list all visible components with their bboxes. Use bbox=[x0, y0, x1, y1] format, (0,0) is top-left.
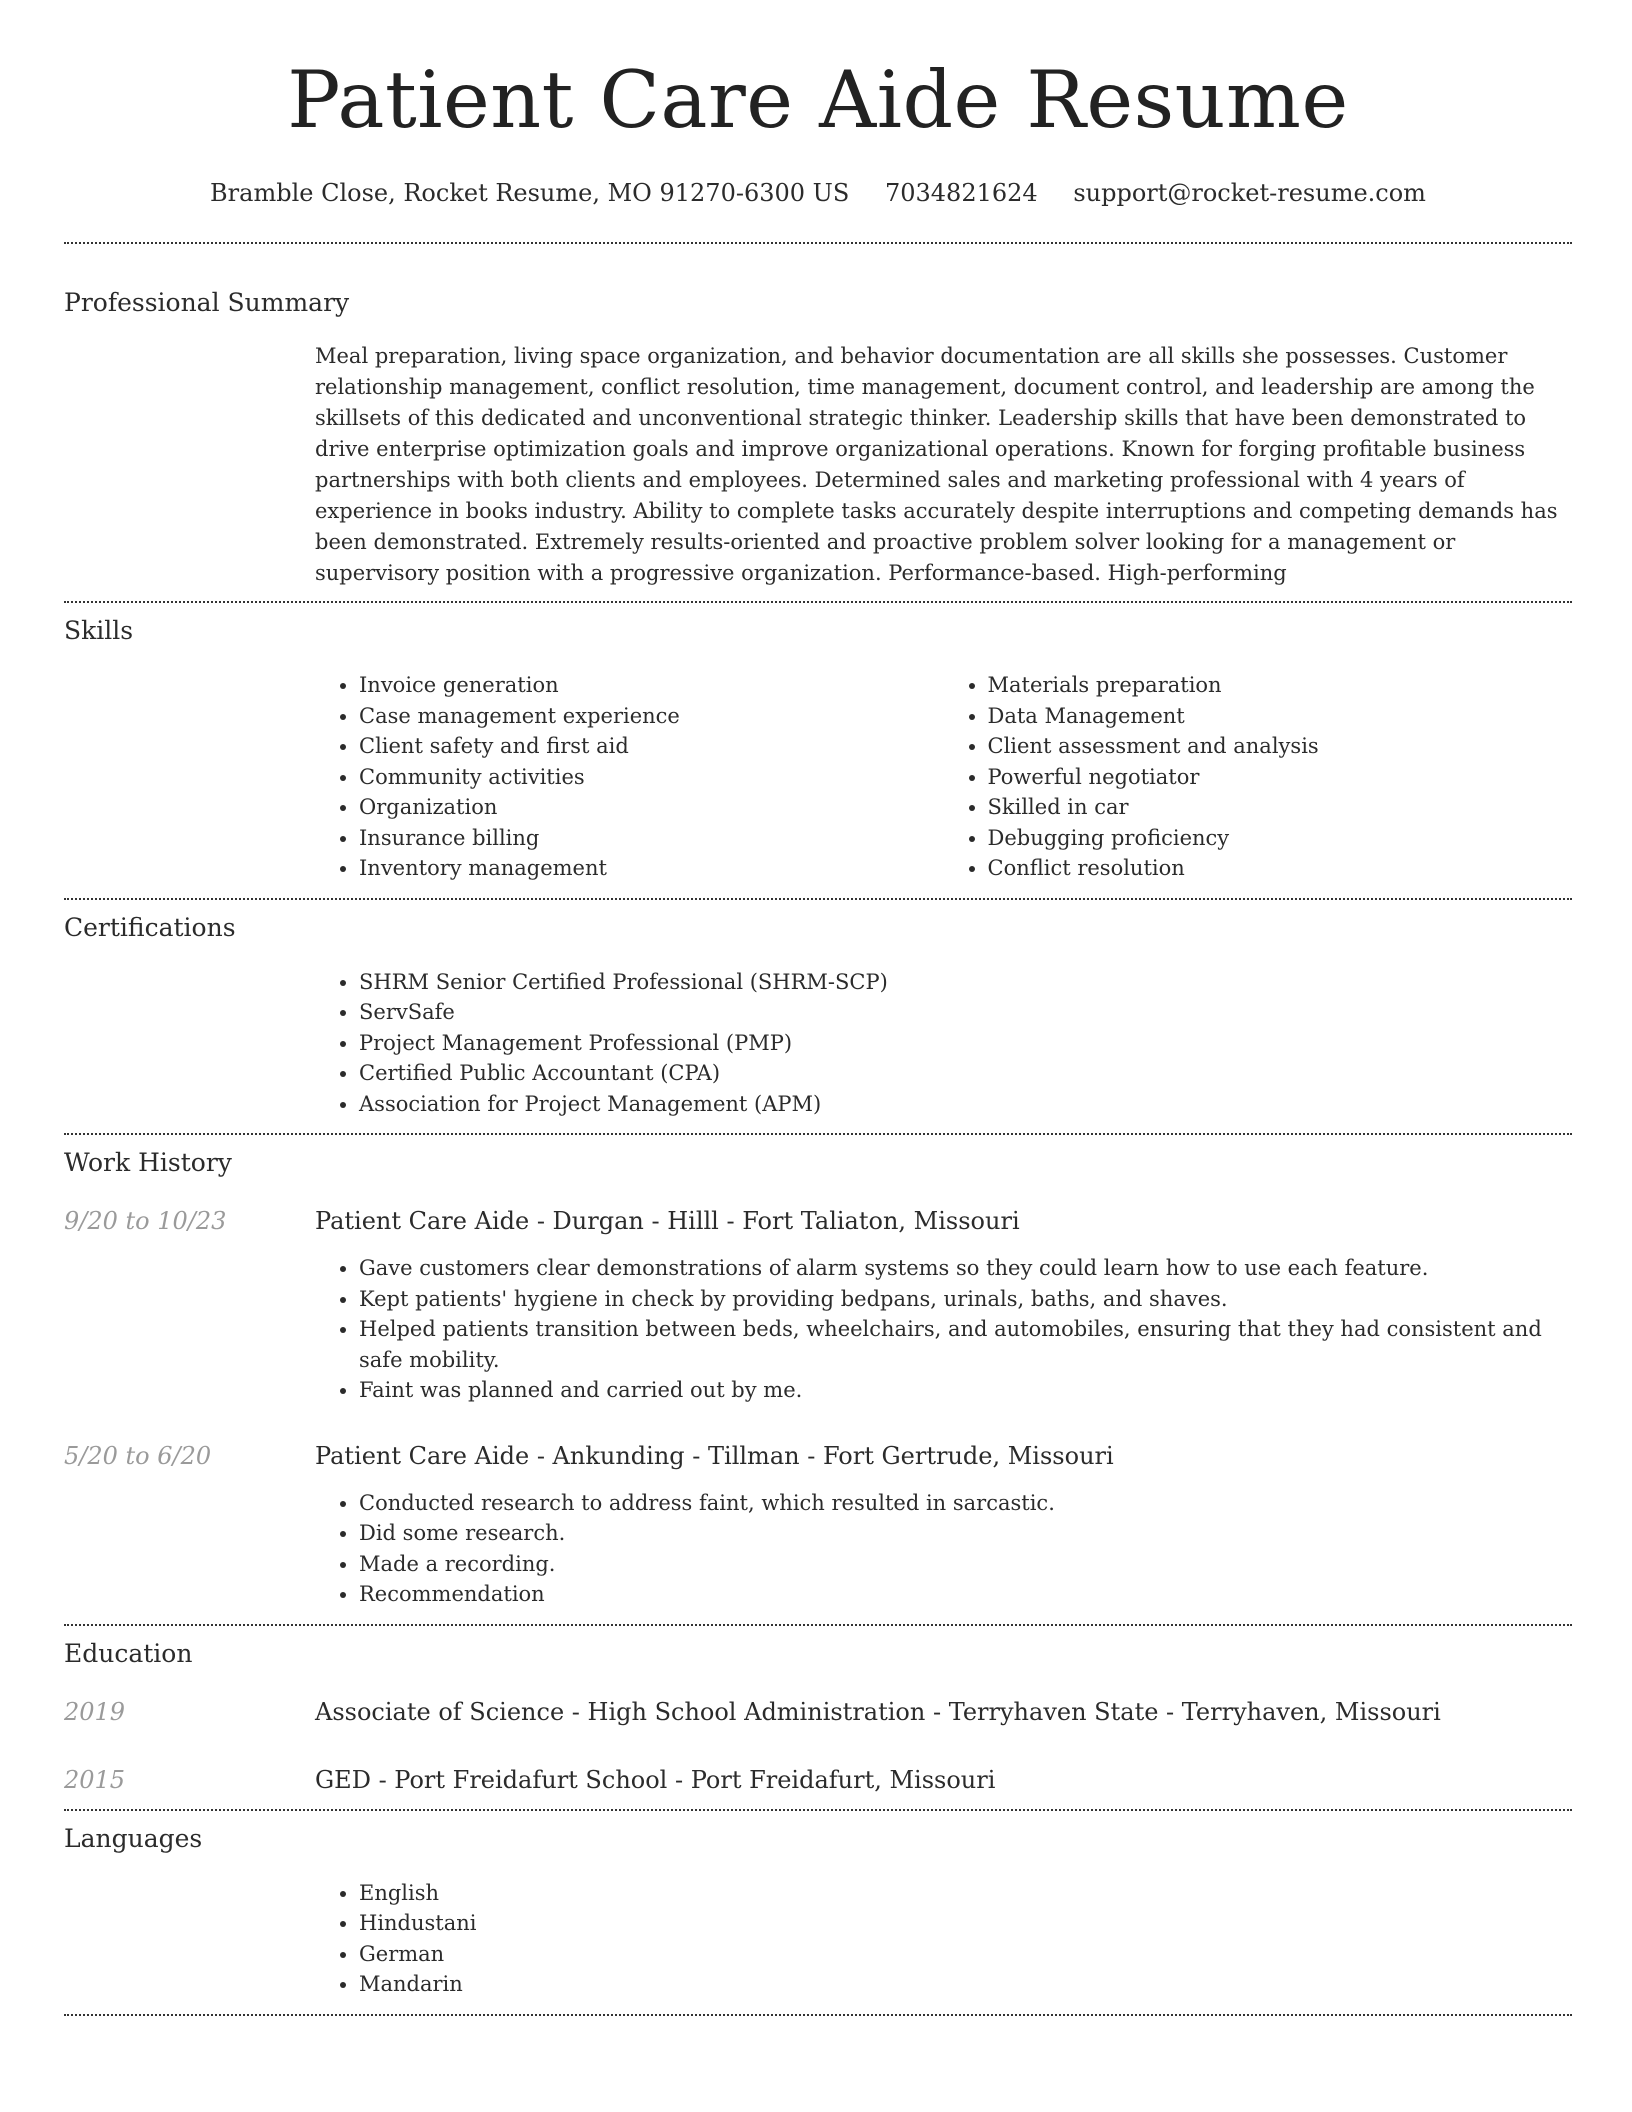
summary-section bbox=[64, 244, 1572, 601]
skill-item: • Client safety and first aid bbox=[359, 731, 944, 762]
certifications-heading: Certifications bbox=[64, 912, 236, 942]
skill-item: • Invoice generation bbox=[359, 670, 944, 701]
skills-list-right bbox=[944, 670, 1573, 884]
resume-title: Patient Care Aide Resume bbox=[287, 54, 1349, 146]
certification-item: • Association for Project Management (APM) bbox=[359, 1089, 1572, 1120]
certification-item: • Project Management Professional (PMP) bbox=[359, 1028, 1572, 1059]
education-title: GED - Port Freidafurt School - Port Freidafurt, Missouri bbox=[315, 1765, 996, 1794]
education-title: Associate of Science - High School Administration - Terryhaven State - Terryhaven, Missouri bbox=[315, 1697, 1441, 1726]
certifications-section bbox=[64, 900, 1572, 1134]
job-bullet: • Gave customers clear demonstrations of alarm systems so they could learn how to use each feature. bbox=[359, 1253, 1572, 1284]
language-item: • Mandarin bbox=[359, 1969, 1572, 2000]
language-item: • English bbox=[359, 1878, 1572, 1909]
job-bullets bbox=[315, 1253, 1572, 1406]
skill-item: • Materials preparation bbox=[988, 670, 1573, 701]
skills-section bbox=[64, 603, 1572, 898]
certification-item: • ServSafe bbox=[359, 997, 1572, 1028]
education-year: 2015 bbox=[64, 1765, 126, 1794]
language-item: • Hindustani bbox=[359, 1908, 1572, 1939]
job-bullet: • Kept patients' hygiene in check by providing bedpans, urinals, baths, and shaves. bbox=[359, 1284, 1572, 1315]
languages-heading: Languages bbox=[64, 1823, 203, 1853]
certification-item: • Certified Public Accountant (CPA) bbox=[359, 1058, 1572, 1089]
skill-item: • Debugging proficiency bbox=[988, 823, 1573, 854]
skill-item: • Client assessment and analysis bbox=[988, 731, 1573, 762]
certifications-list bbox=[315, 967, 1572, 1120]
languages-list bbox=[315, 1878, 1572, 2000]
job-dates: 5/20 to 6/20 bbox=[64, 1441, 212, 1470]
job-details bbox=[315, 1488, 1572, 1624]
education-section bbox=[64, 1626, 1572, 1809]
job-bullet: • Conducted research to address faint, which resulted in sarcastic. bbox=[359, 1488, 1572, 1519]
skill-item: • Skilled in car bbox=[988, 792, 1573, 823]
job-bullet: • Made a recording. bbox=[359, 1549, 1572, 1580]
summary-heading: Professional Summary bbox=[64, 288, 350, 317]
work-section bbox=[64, 1135, 1572, 1624]
job-entry bbox=[64, 1441, 1572, 1471]
languages-section bbox=[64, 1811, 1572, 2014]
job-bullets bbox=[315, 1488, 1572, 1610]
job-details bbox=[315, 1253, 1572, 1406]
skill-item: • Powerful negotiator bbox=[988, 762, 1573, 793]
job-bullet: • Faint was planned and carried out by me. bbox=[359, 1375, 1572, 1406]
contact-address: Bramble Close, Rocket Resume, MO 91270-6300 US bbox=[210, 179, 850, 207]
education-heading: Education bbox=[64, 1638, 193, 1668]
job-bullet: • Recommendation bbox=[359, 1579, 1572, 1610]
skill-item: • Conflict resolution bbox=[988, 853, 1573, 884]
skill-item: • Organization bbox=[359, 792, 944, 823]
education-year: 2019 bbox=[64, 1697, 126, 1726]
job-bullet: • Did some research. bbox=[359, 1518, 1572, 1549]
skill-item: • Community activities bbox=[359, 762, 944, 793]
skill-item: • Insurance billing bbox=[359, 823, 944, 854]
contact-line bbox=[64, 178, 1572, 208]
skill-item: • Inventory management bbox=[359, 853, 944, 884]
certifications-content bbox=[315, 967, 1572, 1134]
skills-heading: Skills bbox=[64, 616, 134, 645]
skill-item: • Case management experience bbox=[359, 701, 944, 732]
summary-content bbox=[315, 341, 1572, 601]
contact-phone: 7034821624 bbox=[884, 179, 1038, 207]
education-entry bbox=[64, 1765, 1572, 1809]
job-title: Patient Care Aide - Durgan - Hilll - Fort Taliaton, Missouri bbox=[315, 1207, 1020, 1235]
summary-text: Meal preparation, living space organization, and behavior documentation are all skills she possesses. Customer relationship management, conflict resolution, time management, document control, and leadership are among the skillsets of this dedicated and unconventional strategic thinker. Leadership skills that have been demonstrated to drive enterprise optimization goals and improve organizational operations. Known for forging profitable business partnerships with both clients and employees. Determined sales and marketing professional with 4 years of experience in books industry. Ability to complete tasks accurately despite interruptions and competing demands has been demonstrated. Extremely results-oriented and proactive problem solver looking for a management or supervisory position with a progressive organization. Performance-based. High-performing bbox=[315, 344, 1558, 585]
resume-page bbox=[64, 0, 1572, 2016]
job-dates: 9/20 to 10/23 bbox=[64, 1207, 227, 1235]
contact-email[interactable]: support@rocket-resume.com bbox=[1073, 179, 1426, 207]
job-title: Patient Care Aide - Ankunding - Tillman - Fort Gertrude, Missouri bbox=[315, 1441, 1114, 1470]
job-entry bbox=[64, 1206, 1572, 1236]
education-entry bbox=[64, 1697, 1572, 1727]
skill-item: • Data Management bbox=[988, 701, 1573, 732]
language-item: • German bbox=[359, 1939, 1572, 1970]
skills-columns bbox=[315, 670, 1572, 898]
job-bullet: • Helped patients transition between beds, wheelchairs, and automobiles, ensuring that they had consistent and safe mobility. bbox=[359, 1314, 1572, 1375]
languages-content bbox=[315, 1878, 1572, 2014]
certification-item: • SHRM Senior Certified Professional (SHRM-SCP) bbox=[359, 967, 1572, 998]
skills-list-left bbox=[315, 670, 944, 884]
work-heading: Work History bbox=[64, 1148, 232, 1177]
section-divider bbox=[64, 2014, 1572, 2016]
